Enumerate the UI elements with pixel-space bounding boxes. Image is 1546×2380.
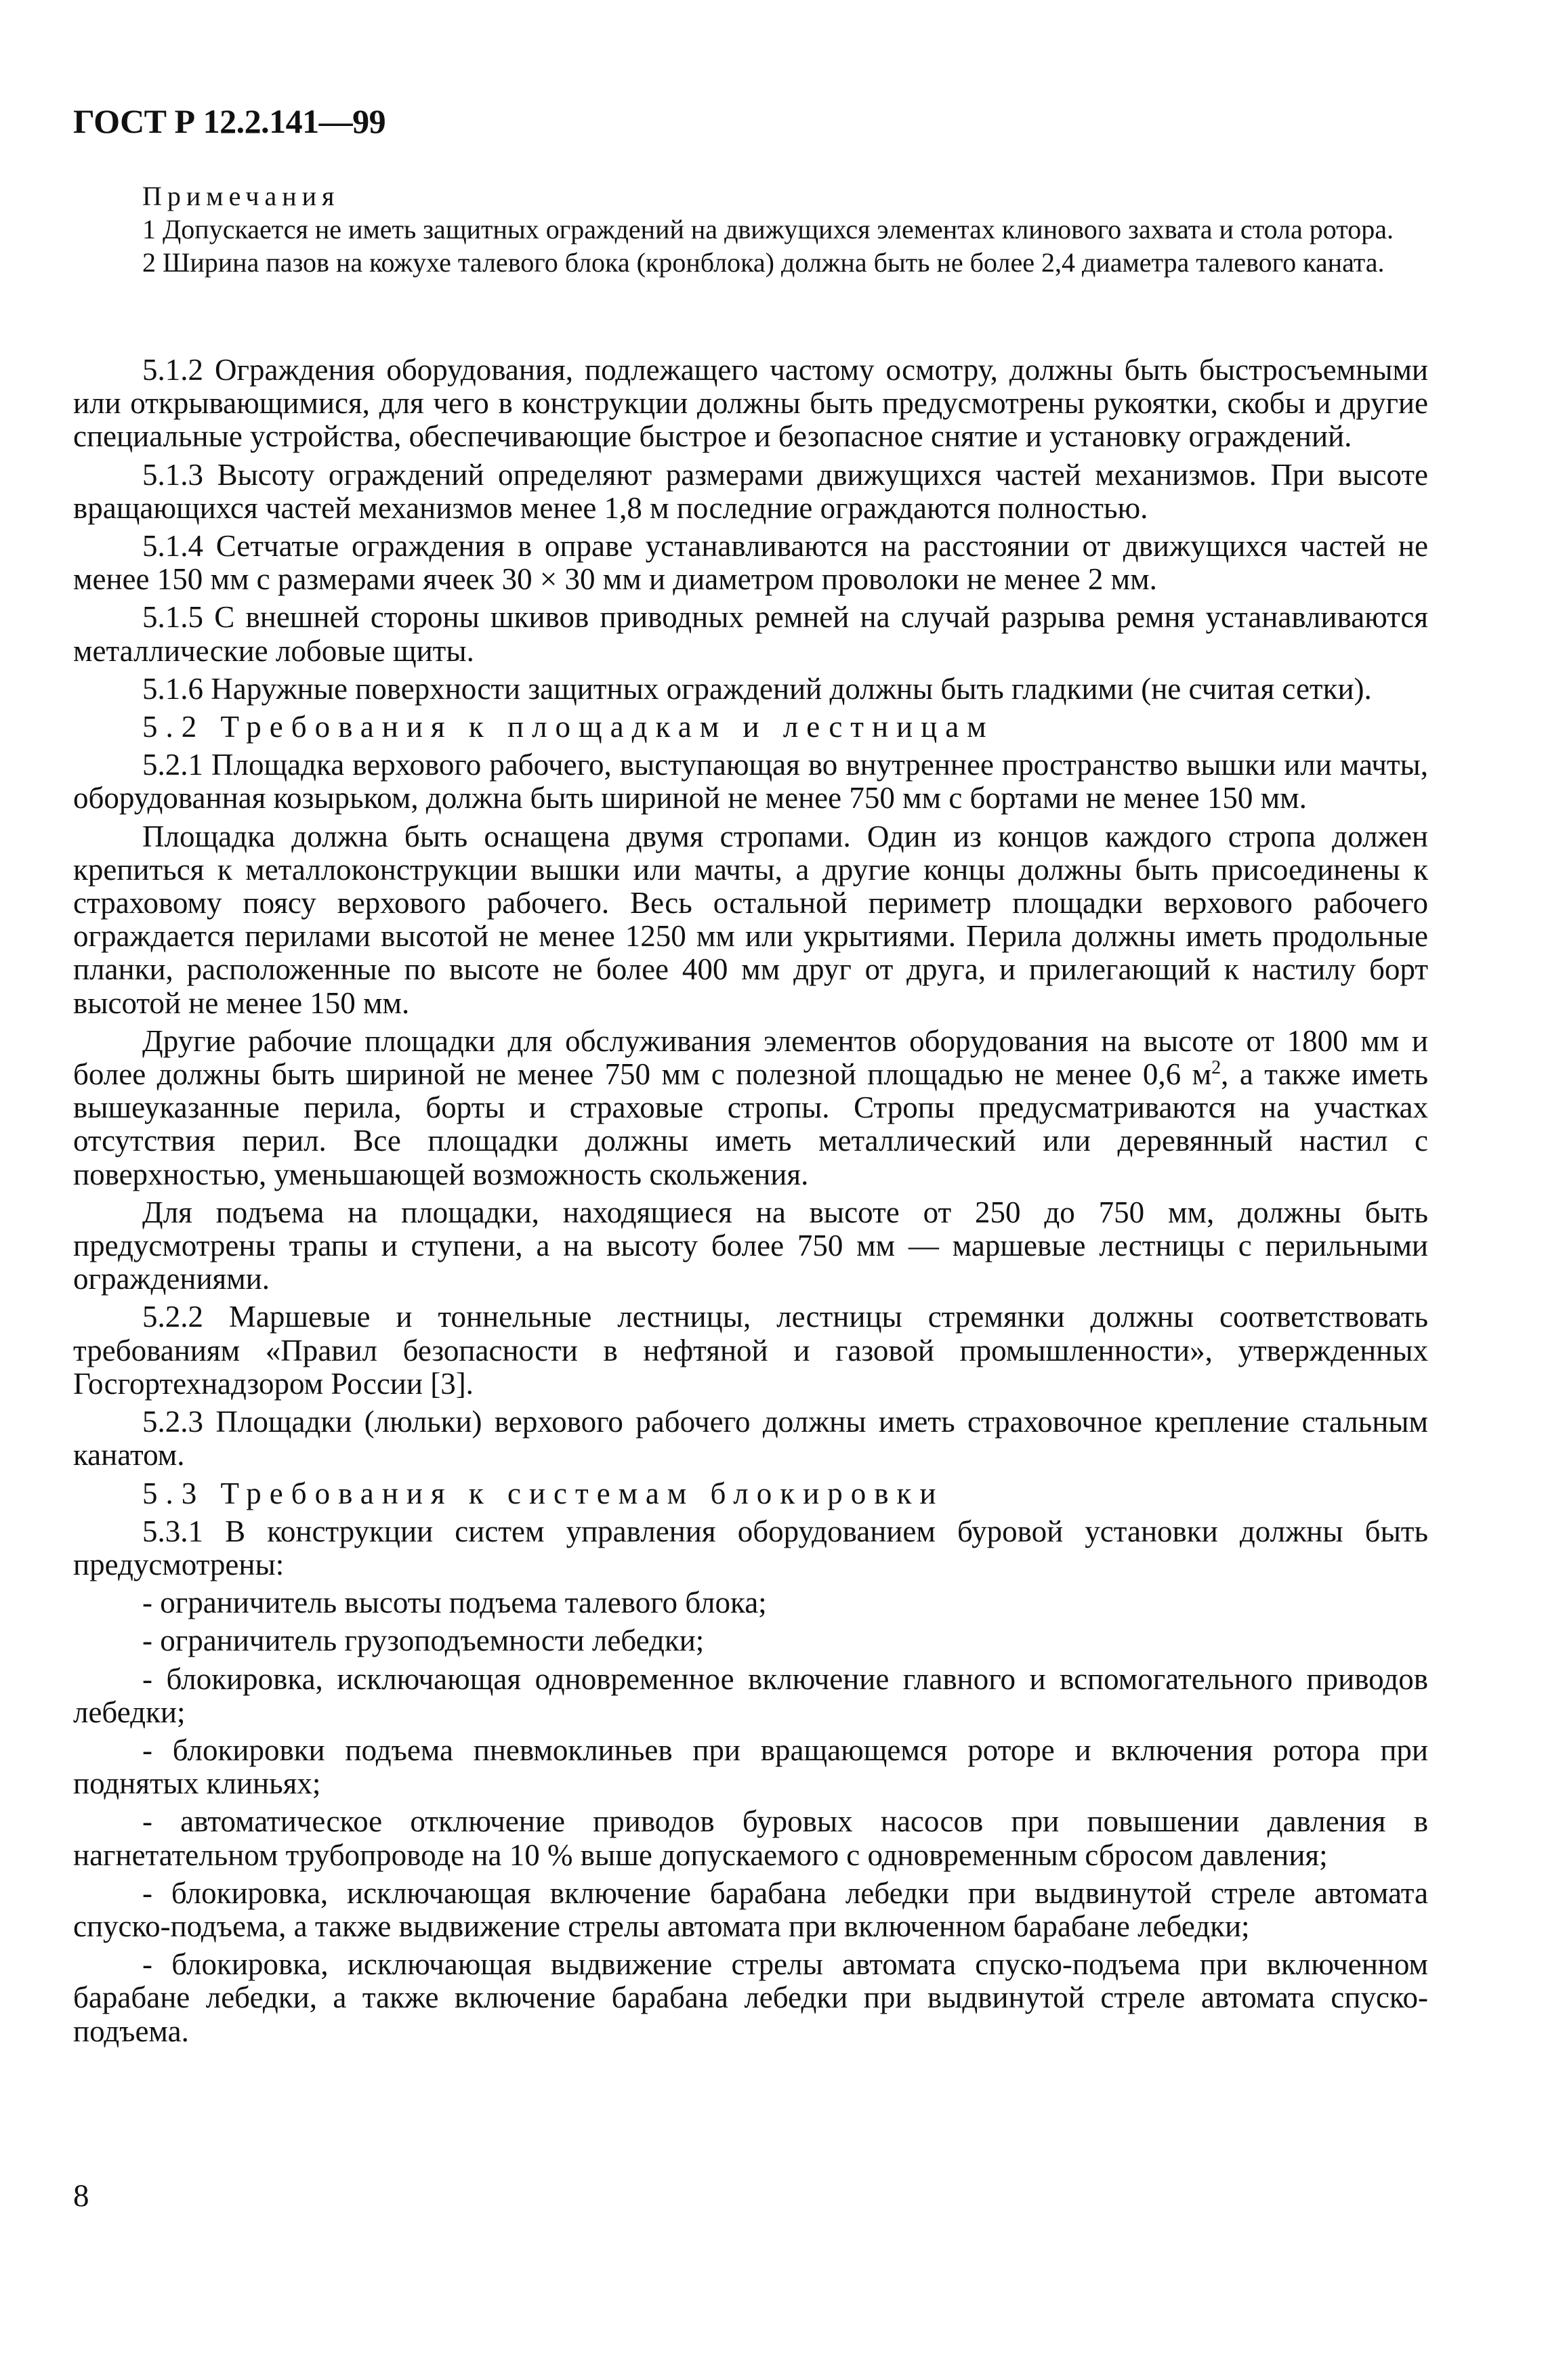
notes-title: Примечания [142, 181, 340, 211]
list-item: - ограничитель высоты подъема талевого блока; [142, 1586, 767, 1620]
document-code-header: ГОСТ Р 12.2.141—99 [73, 102, 386, 140]
paragraph-5-1-2: 5.1.2 Ограждения оборудования, подлежащего частому осмотру, должны быть быстросъемными или открывающимися, для чего в конструкции должны быть предусмотрены рукоятки, скобы и другие специальные устройства, обеспечивающие быстрое и безопасное снятие и установку ограждений. [73, 353, 1428, 454]
list-item: - ограничитель грузоподъемности лебедки; [142, 1623, 705, 1658]
paragraph-5-2-1-ladders: Для подъема на площадки, находящиеся на высоте от 250 до 750 мм, должны быть предусмотрены трапы и ступени, а на высоту более 750 мм — маршевые лестницы с перильными ограждениями. [73, 1195, 1428, 1296]
paragraph-5-2-2: 5.2.2 Маршевые и тоннельные лестницы, лестницы стремянки должны соответствовать требованиям «Правил безопасности в нефтяной и газовой промышленности», утвержденных Госгортехнадзором России [3]. [73, 1300, 1428, 1401]
paragraph-5-1-4: 5.1.4 Сетчатые ограждения в оправе устанавливаются на расстоянии от движущихся частей не менее 150 мм с размерами ячеек 30 × 30 мм и диаметром проволоки не менее 2 мм. [73, 529, 1428, 597]
list-item: - автоматическое отключение приводов буровых насосов при повышении давления в нагнетательном трубопроводе на 10 % выше допускаемого с одновременным сбросом давления; [73, 1804, 1428, 1872]
list-item: - блокировка, исключающая выдвижение стрелы автомата спуско-подъема при включенном барабане лебедки, а также включение барабана лебедки при выдвинутой стреле автомата спуско-подъема. [73, 1947, 1428, 2048]
paragraph-5-2-1-other-platforms [73, 1025, 1428, 1191]
section-heading-5-2: 5.2 Требования к площадкам и лестницам [142, 710, 995, 744]
list-item: - блокировка, исключающая включение барабана лебедки при выдвинутой стреле автомата спуско-подъема, а также выдвижение стрелы автомата при включенном барабане лебедки; [73, 1875, 1428, 1943]
paragraph-5-2-3: 5.2.3 Площадки (люльки) верхового рабочего должны иметь страховочное крепление стальным канатом. [73, 1405, 1428, 1472]
list-item: - блокировки подъема пневмоклиньев при вращающемся роторе и включения ротора при поднятых клиньях; [73, 1733, 1428, 1801]
paragraph-5-1-3: 5.1.3 Высоту ограждений определяют размерами движущихся частей механизмов. При высоте вращающихся частей механизмов менее 1,8 м последние ограждаются полностью. [73, 457, 1428, 525]
page-number: 8 [73, 2178, 89, 2213]
section-heading-5-3: 5.3 Требования к системам блокировки [142, 1476, 944, 1510]
paragraph-5-1-6: 5.1.6 Наружные поверхности защитных ограждений должны быть гладкими (не считая сетки). [142, 671, 1372, 706]
text-span: Другие рабочие площадки для обслуживания элементов оборудования на высоте от 1800 мм и более должны быть шириной не менее 750 мм с полезной площадью не менее 0,6 м [73, 1023, 1428, 1092]
paragraph-5-3-1: 5.3.1 В конструкции систем управления оборудованием буровой установки должны быть предусмотрены: [73, 1514, 1428, 1581]
list-item: - блокировка, исключающая одновременное включение главного и вспомогательного приводов лебедки; [73, 1661, 1428, 1729]
paragraph-5-2-1: 5.2.1 Площадка верхового рабочего, выступающая во внутреннее пространство вышки или мачты, оборудованная козырьком, должна быть шириной не менее 750 мм с бортами не менее 150 мм. [73, 748, 1428, 815]
superscript: 2 [1211, 1057, 1221, 1079]
document-body [73, 354, 1428, 2053]
paragraph-5-1-5: 5.1.5 С внешней стороны шкивов приводных ремней на случай разрыва ремня устанавливаются металлические лобовые щиты. [73, 600, 1428, 668]
text-span: , а также иметь вышеуказанные перила, борты и страховые стропы. Стропы предусматриваются на участках отсутствия перил. Все площадки должны иметь металлический или деревянный настил с поверхностью, уменьшающей возможность скольжения. [73, 1057, 1428, 1191]
note-item: 2 Ширина пазов на кожухе талевого блока (кронблока) должна быть не более 2,4 диаметра талевого каната. [142, 247, 1385, 278]
paragraph-5-2-1-platform-slings: Площадка должна быть оснащена двумя стропами. Один из концов каждого стропа должен крепиться к металлоконструкции вышки или мачты, а другие концы должны быть присоединены к страховому поясу верхового рабочего. Весь остальной периметр площадки верхового рабочего ограждается перилами высотой не менее 1250 мм или укрытиями. Перила должны иметь продольные планки, расположенные по высоте не более 400 мм друг от друга, и прилегающий к настилу борт высотой не менее 150 мм. [73, 819, 1428, 1020]
notes-block [73, 179, 1428, 279]
note-item: 1 Допускается не иметь защитных ограждений на движущихся элементах клинового захвата и стола ротора. [142, 214, 1394, 245]
